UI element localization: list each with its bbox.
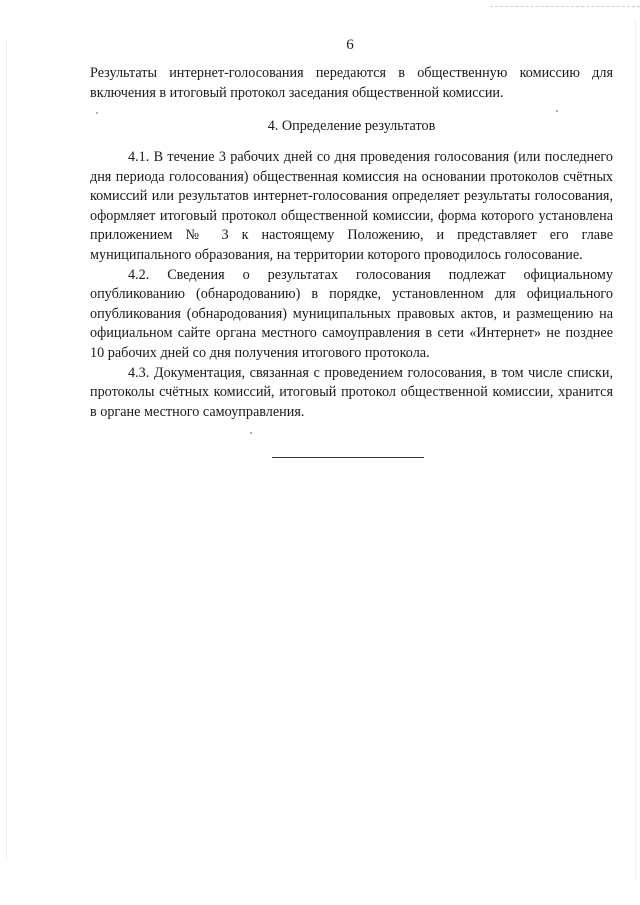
scan-edge-artifact bbox=[490, 6, 640, 13]
end-rule bbox=[272, 457, 424, 458]
intro-paragraph: Результаты интернет-голосования передаются в общественную комиссию для включения в итоговый протокол заседания общественной комиссии. bbox=[90, 65, 613, 101]
clause-4-3: 4.3. Документация, связанная с проведением голосования, в том числе списки, протоколы счётных комиссий, итоговый протокол общественной комиссии, хранится в органе местного самоуправления. bbox=[90, 364, 613, 420]
scan-left-artifact bbox=[6, 40, 7, 860]
page-number: 6 bbox=[346, 37, 354, 53]
scan-speck bbox=[250, 432, 252, 434]
clause-4-1: 4.1. В течение 3 рабочих дней со дня проведения голосования (или последнего дня периода голосования) общественная комиссия на основании протоколов счётных комиссий или результатов интернет-голосования определяет результаты голосования, оформляет итоговый протокол общественной комиссии, форма которого установлена приложением № 3 к настоящему Положению, и представляет его главе муниципального образования, на территории которого проводилось голосование. bbox=[90, 149, 613, 263]
scan-right-artifact bbox=[635, 20, 636, 880]
scan-speck bbox=[556, 110, 558, 112]
section-heading: 4. Определение результатов bbox=[267, 118, 436, 134]
clause-4-2: 4.2. Сведения о результатах голосования подлежат официальному опубликованию (обнародованию) в порядке, установленном для официального опубликования (обнародования) муниципальных правовых актов, и размещению на официальном сайте органа местного самоуправления в сети «Интернет» не позднее 10 рабочих дней со дня получения итогового протокола. bbox=[90, 266, 613, 361]
clauses-block bbox=[90, 148, 613, 422]
scan-speck bbox=[96, 112, 98, 114]
